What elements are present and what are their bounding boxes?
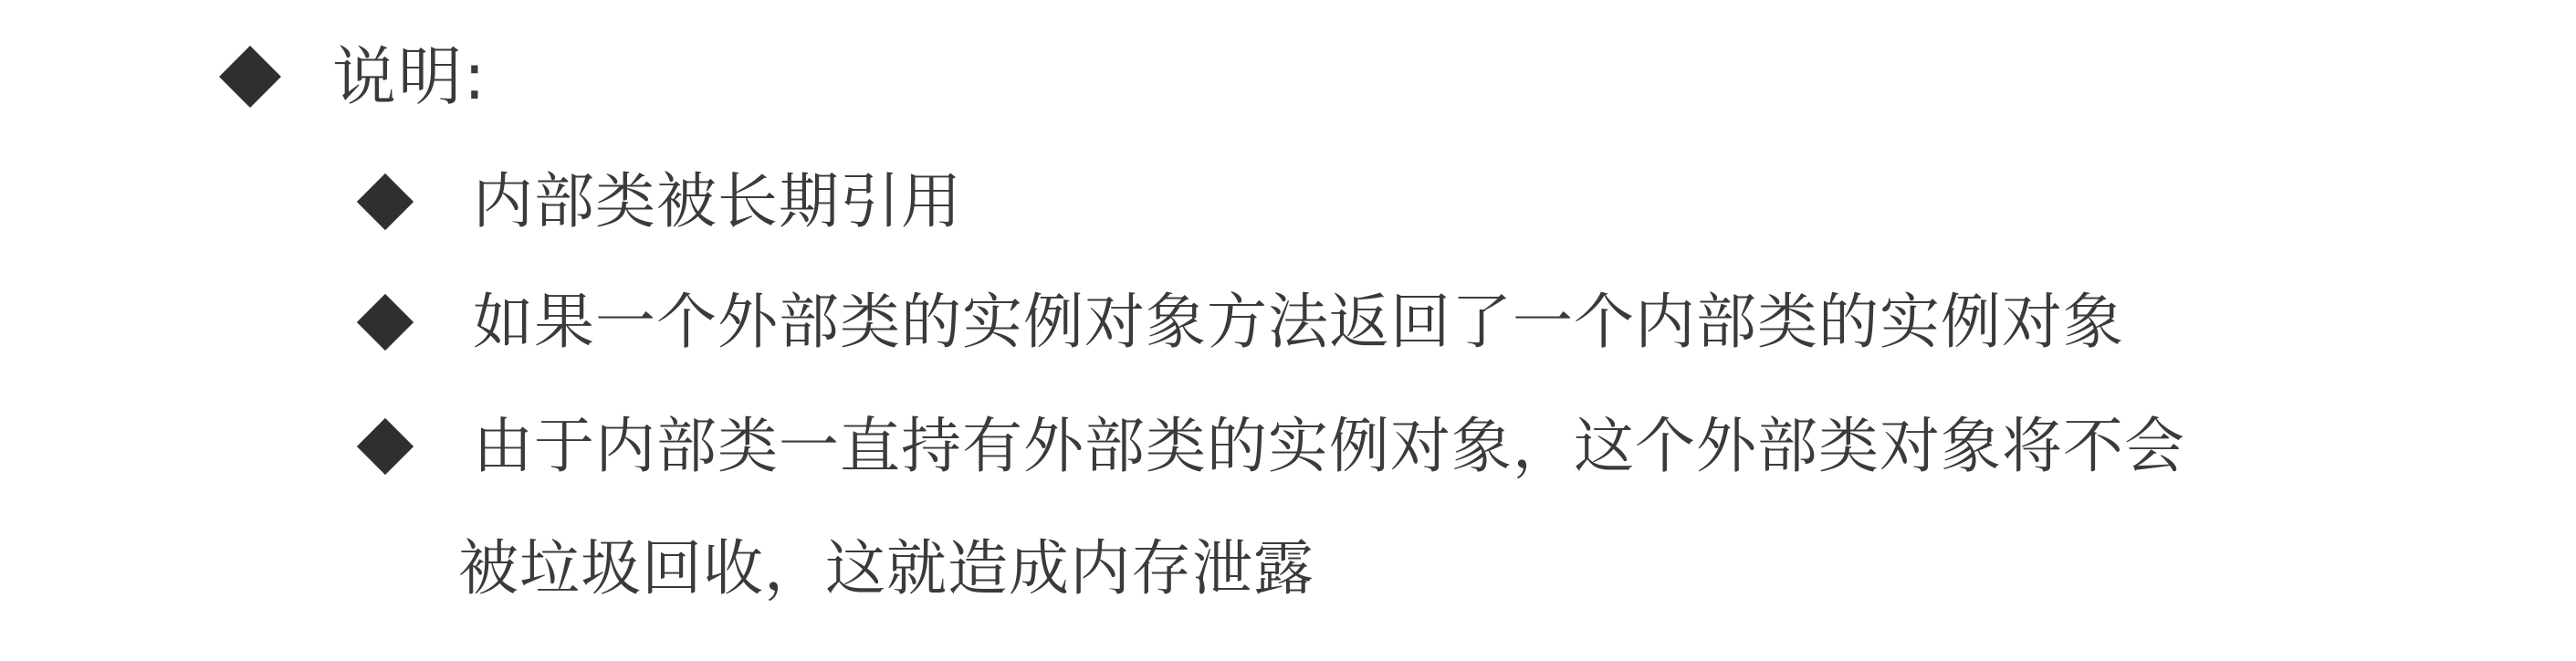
diamond-bullet-icon: [219, 46, 281, 108]
heading-label: 说明:: [332, 39, 487, 114]
diamond-bullet-icon: [357, 173, 414, 230]
list-item: [365, 287, 2124, 357]
list-item: [365, 166, 962, 236]
list-item: [365, 411, 2185, 481]
diamond-bullet-icon: [357, 418, 414, 475]
heading-row: [228, 40, 487, 113]
list-item-continuation: 被垃圾回收，这就造成内存泄露: [458, 533, 1314, 603]
list-item-text: 内部类被长期引用: [473, 166, 962, 236]
diamond-bullet-icon: [357, 294, 414, 351]
list-item-text: 由于内部类一直持有外部类的实例对象，这个外部类对象将不会: [473, 411, 2185, 481]
list-item-text: 如果一个外部类的实例对象方法返回了一个内部类的实例对象: [473, 287, 2124, 357]
